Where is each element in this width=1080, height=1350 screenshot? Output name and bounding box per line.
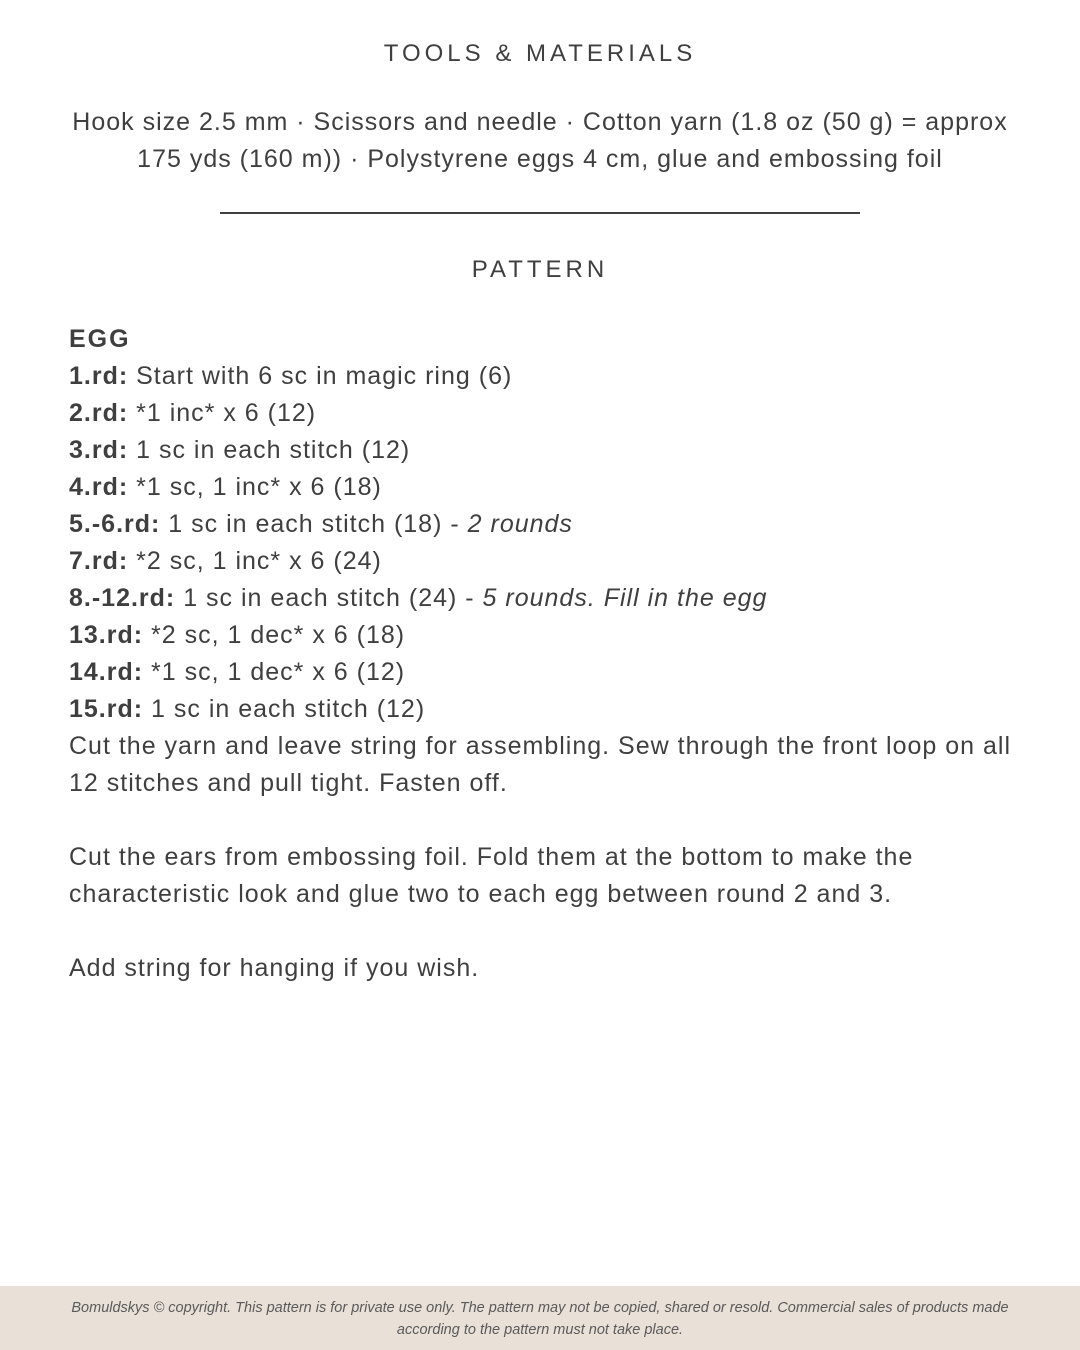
pattern-instructions <box>69 321 1029 987</box>
round-label: 3.rd: <box>69 436 129 464</box>
paragraph-spacer <box>69 802 1029 839</box>
round-label: 14.rd: <box>69 658 144 686</box>
section-divider <box>220 212 860 214</box>
ears-instructions: Cut the ears from embossing foil. Fold them at the bottom to make the characteristic look and glue two to each egg between round 2 and 3. <box>69 843 914 908</box>
round-line <box>69 395 1029 432</box>
round-text: *2 sc, 1 inc* x 6 (24) <box>128 547 382 575</box>
round-text: *1 sc, 1 dec* x 6 (12) <box>143 658 406 686</box>
copyright-text: Bomuldskys © copyright. This pattern is for private use only. The pattern may not be copied, shared or resold. Commercial sales of products made according to the pattern must not take place. <box>71 1300 1009 1338</box>
pattern-title: PATTERN <box>471 256 609 283</box>
paragraph-spacer <box>69 913 1029 950</box>
round-label: 4.rd: <box>69 473 129 501</box>
round-text: 1 sc in each stitch (12) <box>128 436 411 464</box>
copyright-footer <box>0 1286 1080 1350</box>
round-line <box>69 654 1029 691</box>
round-note: 2 rounds <box>467 510 573 538</box>
round-text: 1 sc in each stitch (24) - <box>175 584 483 612</box>
round-label: 7.rd: <box>69 547 129 575</box>
round-label: 1.rd: <box>69 362 129 390</box>
round-label: 8.-12.rd: <box>69 584 176 612</box>
round-label: 13.rd: <box>69 621 144 649</box>
round-line <box>69 617 1029 654</box>
round-label: 2.rd: <box>69 399 129 427</box>
round-line <box>69 580 1029 617</box>
round-line <box>69 543 1029 580</box>
round-line <box>69 432 1029 469</box>
round-text: *1 sc, 1 inc* x 6 (18) <box>128 473 382 501</box>
finish-instructions: Cut the yarn and leave string for assembling. Sew through the front loop on all 12 stitches and pull tight. Fasten off. <box>69 732 1012 797</box>
tools-materials-text: Hook size 2.5 mm · Scissors and needle · Cotton yarn (1.8 oz (50 g) = approx 175 yds (160 m)) · Polystyrene eggs 4 cm, glue and embossing foil <box>72 108 1008 173</box>
round-line <box>69 358 1029 395</box>
round-text: *2 sc, 1 dec* x 6 (18) <box>143 621 406 649</box>
round-label: 5.-6.rd: <box>69 510 161 538</box>
round-text: Start with 6 sc in magic ring (6) <box>128 362 513 390</box>
hanging-instructions: Add string for hanging if you wish. <box>69 954 480 982</box>
round-line <box>69 506 1029 543</box>
round-label: 15.rd: <box>69 695 144 723</box>
round-line <box>69 469 1029 506</box>
round-text: 1 sc in each stitch (18) - <box>160 510 468 538</box>
round-note: 5 rounds. Fill in the egg <box>482 584 768 612</box>
round-text: *1 inc* x 6 (12) <box>128 399 317 427</box>
round-line <box>69 691 1029 728</box>
round-text: 1 sc in each stitch (12) <box>143 695 426 723</box>
tools-materials-title: TOOLS & MATERIALS <box>383 40 697 67</box>
egg-heading: EGG <box>69 325 131 353</box>
